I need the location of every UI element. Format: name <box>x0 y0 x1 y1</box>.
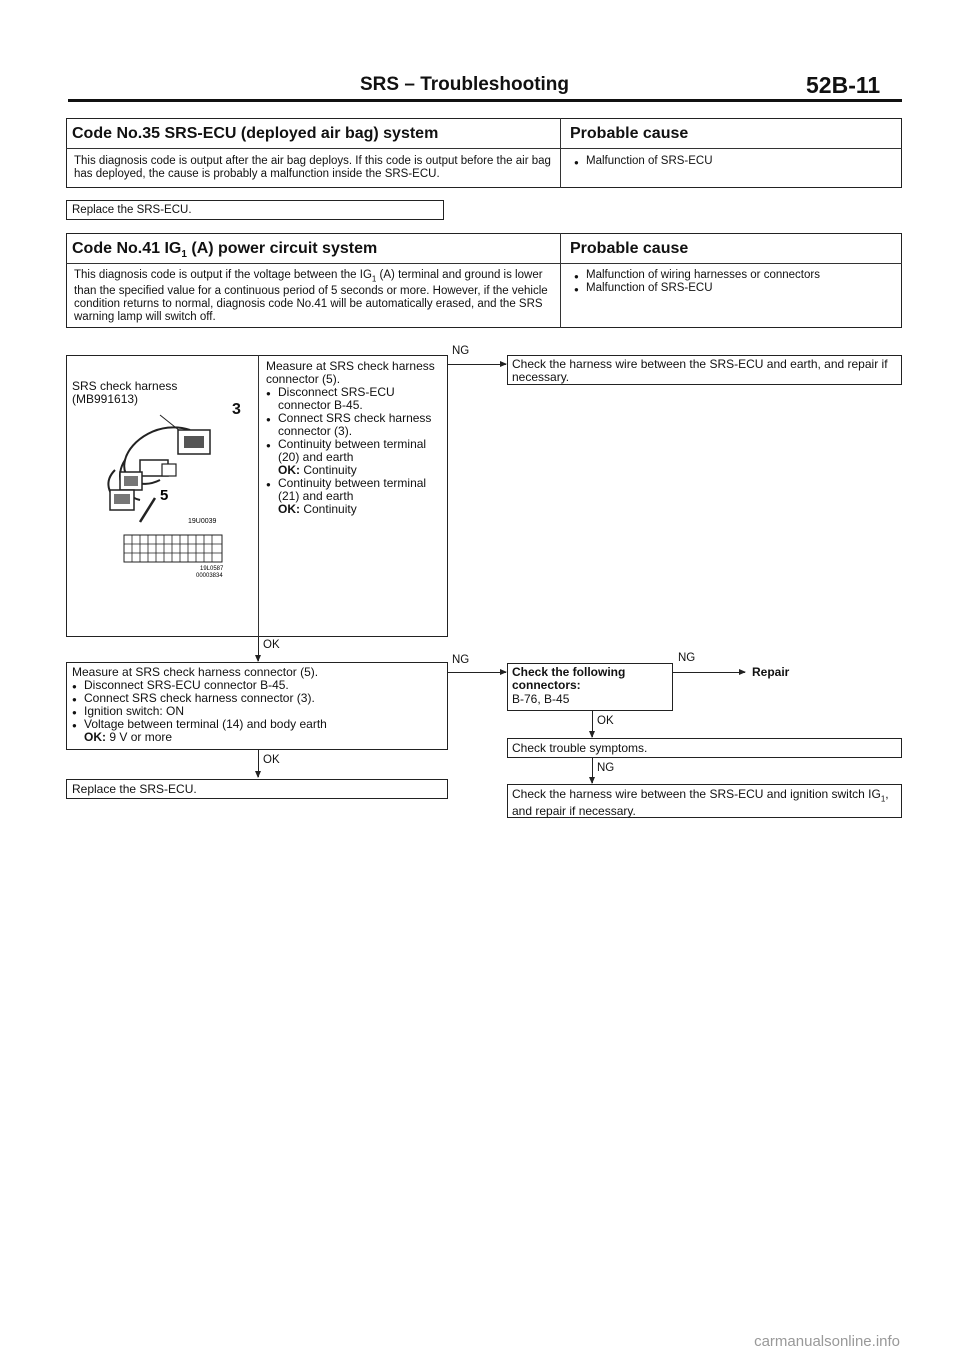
code41-cause-heading: Probable cause <box>570 240 689 257</box>
step3-ng-action: Repair <box>752 665 790 679</box>
figure-code-2: 19L0587 <box>200 566 224 572</box>
step2-instructions: Measure at SRS check harness connector (5). ● Disconnect SRS-ECU connector B-45. ● Connect SRS check harness connector (3). ● Ignition switch: ON ● Voltage between terminal (14) and body earth OK: 9 V or more <box>72 666 442 744</box>
figure-code-1: 19U0039 <box>188 518 217 525</box>
step1-ok-arrow <box>258 637 259 661</box>
figure-code-3: 00003834 <box>196 573 223 579</box>
code41-cause-item: ● Malfunction of SRS-ECU <box>574 282 820 295</box>
step1-instructions: Measure at SRS check harness connector (5). ● Disconnect SRS-ECU connector B-45. ● Connect SRS check harness connector (3). ● Continuity between terminal (20) and earth OK: Continuity ● Continuity between terminal (21) and earth OK: Continuity <box>266 360 444 516</box>
figure-part-number: (MB991613) <box>72 392 139 406</box>
figure-label: SRS check harness <box>72 379 178 393</box>
check-symptoms: Check trouble symptoms. <box>512 741 648 755</box>
code35-description: This diagnosis code is output after the air bag deploys. If this code is output before the air bag has deployed, the cause is probably a malfunction inside the SRS-ECU. <box>74 155 551 180</box>
step3-ng2-arrow <box>592 758 593 783</box>
harness-diagram <box>100 410 250 590</box>
step2-ok-action: Replace the SRS-ECU. <box>72 782 197 796</box>
code41-cause-list <box>574 269 820 295</box>
code35-action: Replace the SRS-ECU. <box>72 204 192 216</box>
code35-cause-item: ● Malfunction of SRS-ECU <box>574 155 713 168</box>
figure-callout-3: 3 <box>232 401 241 418</box>
step3-ok-arrow <box>592 711 593 737</box>
step2-ng-label: NG <box>452 654 470 666</box>
page-number: 52B-11 <box>806 72 881 98</box>
step1-ng-arrow <box>448 364 506 365</box>
footer-watermark: carmanualsonline.info <box>754 1333 900 1350</box>
step1-ok-label: OK <box>263 639 280 651</box>
header-rule <box>68 99 902 102</box>
code35-title: Code No.35 SRS-ECU (deployed air bag) system <box>72 125 439 142</box>
step3-ng-label: NG <box>678 652 696 664</box>
step2-ok-arrow <box>258 750 259 777</box>
code35-cause-heading: Probable cause <box>570 125 689 142</box>
step1-ng-action: Check the harness wire between the SRS-ECU and earth, and repair if necessary. <box>512 357 888 384</box>
step3-title: Check the following connectors: <box>512 665 626 692</box>
step2-ok-label: OK <box>263 754 280 766</box>
step2-ng-arrow <box>448 672 506 673</box>
page-title: SRS – Troubleshooting <box>360 74 570 95</box>
code35-cause-list <box>574 155 713 168</box>
step3-ng-arrow <box>673 672 745 673</box>
code41-title: Code No.41 $IG_1$ (A) power circuit system <box>72 240 378 261</box>
step3-value: B-76, B-45 <box>512 692 570 706</box>
step1-ng-label: NG <box>452 345 470 357</box>
code41-cause-item: ● Malfunction of wiring harnesses or connectors <box>574 269 820 282</box>
figure-callout-5: 5 <box>160 487 169 504</box>
step3-ng2-label: NG <box>597 762 615 774</box>
code41-description: This diagnosis code is output if the voltage between the $IG_1$ (A) terminal and ground is lower than the specified value for a continuous period of 5 seconds or more. However, if the vehicle condition returns to normal, diagnosis code No.41 will be automatically erased, and the SRS warning lamp will switch off. <box>74 269 548 324</box>
final-action: Check the harness wire between the SRS-ECU and ignition switch $IG_1$, and repair if necessary. <box>512 787 889 819</box>
step3-ok-label: OK <box>597 715 614 727</box>
